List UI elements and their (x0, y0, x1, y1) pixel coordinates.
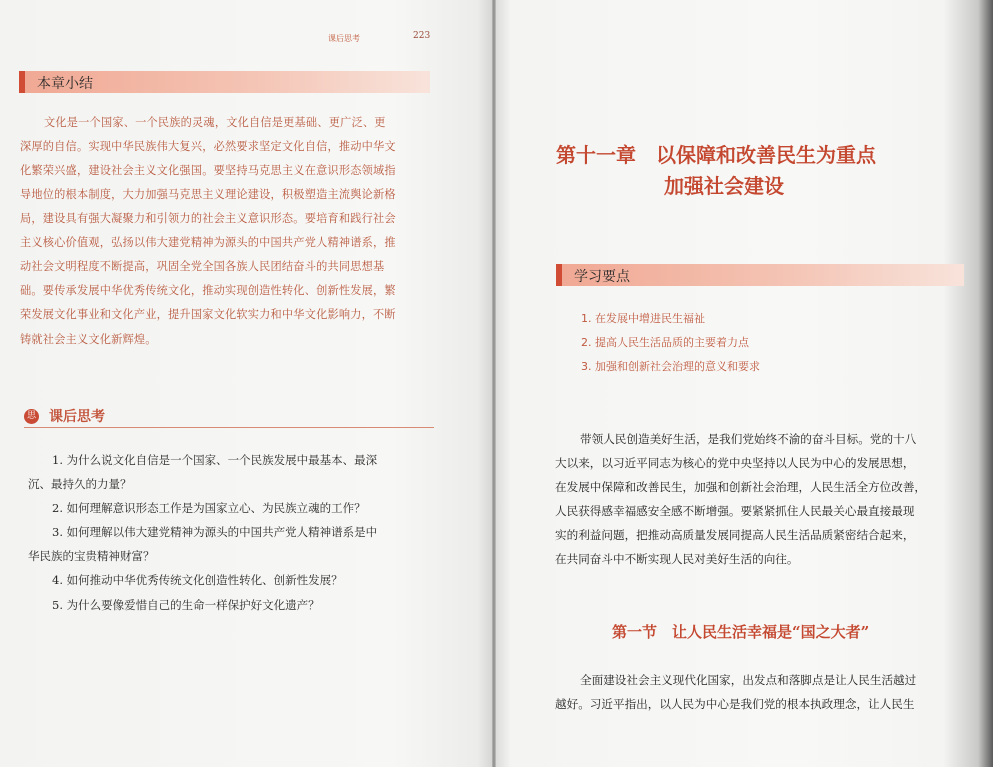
section-one-heading: 第一节 让人民生活幸福是“国之大者” (612, 623, 870, 641)
section-bar-marker (19, 71, 25, 93)
summary-line: 化繁荣兴盛，建设社会主义文化强国。要坚持马克思主义在意识形态领域指 (20, 164, 396, 177)
heading-rule (24, 427, 434, 428)
intro-line: 在共同奋斗中不断实现人民对美好生活的向往。 (555, 552, 799, 566)
after-class-thinking-heading: 课后思考 (49, 409, 105, 425)
summary-line: 础。要传承发展中华优秀传统文化，推动实现创造性转化、创新性发展，繁 (20, 284, 396, 297)
key-points-heading: 学习要点 (574, 269, 630, 285)
page-number: 223 (413, 31, 431, 41)
question-line: 1. 为什么说文化自信是一个国家、一个民族发展中最基本、最深 (52, 453, 378, 467)
question-line: 4. 如何推动中华优秀传统文化创造性转化、创新性发展？ (52, 573, 343, 587)
summary-line: 局，建设具有强大凝聚力和引领力的社会主义意识形态。要培育和践行社会 (20, 212, 396, 225)
question-line: 3. 如何理解以伟大建党精神为源头的中国共产党人精神谱系是中 (52, 525, 378, 539)
key-point-item: 2. 提高人民生活品质的主要着力点 (581, 336, 749, 349)
summary-line: 导地位的根本制度，大力加强马克思主义理论建设，积极塑造主流舆论新格 (20, 188, 396, 201)
summary-line: 主义核心价值观，弘扬以伟大建党精神为源头的中国共产党人精神谱系，推 (20, 236, 396, 249)
question-line: 2. 如何理解意识形态工作是为国家立心、为民族立魂的工作？ (52, 501, 366, 515)
section-line: 越好。习近平指出，以人民为中心是我们党的根本执政理念，让人民生 (555, 697, 915, 711)
key-points-bar (556, 264, 964, 286)
chapter-title-line2: 加强社会建设 (664, 174, 784, 198)
key-point-item: 1. 在发展中增进民生福祉 (581, 312, 705, 325)
section-bar-marker (556, 264, 562, 286)
right-page (496, 0, 993, 767)
chapter-summary-heading: 本章小结 (37, 76, 93, 92)
running-header-title: 课后思考 (328, 34, 360, 43)
summary-line: 动社会文明程度不断提高，巩固全党全国各族人民团结奋斗的共同思想基 (20, 260, 385, 273)
intro-line: 实的利益问题，把推动高质量发展同提高人民生活品质紧密结合起来， (555, 528, 915, 542)
chapter-summary-bar (19, 71, 430, 93)
summary-line: 铸就社会主义文化新辉煌。 (20, 333, 157, 346)
question-line: 5. 为什么要像爱惜自己的生命一样保护好文化遗产？ (52, 598, 320, 612)
question-line: 沉、最持久的力量？ (28, 477, 132, 491)
summary-line: 深厚的自信。实现中华民族伟大复兴，必然要求坚定文化自信，推动中华文 (20, 140, 396, 153)
intro-line: 在发展中保障和改善民生，加强和创新社会治理，人民生活全方位改善， (555, 480, 927, 494)
summary-line: 荣发展文化事业和文化产业，提升国家文化软实力和中华文化影响力，不断 (20, 308, 396, 321)
thinking-icon: 思 (24, 409, 39, 424)
question-line: 华民族的宝贵精神财富？ (28, 549, 155, 563)
intro-line: 大以来，以习近平同志为核心的党中央坚持以人民为中心的发展思想， (555, 456, 915, 470)
section-line: 全面建设社会主义现代化国家，出发点和落脚点是让人民生活越过 (580, 673, 917, 687)
intro-line: 带领人民创造美好生活，是我们党始终不渝的奋斗目标。党的十八 (580, 432, 917, 446)
summary-line: 文化是一个国家、一个民族的灵魂，文化自信是更基础、更广泛、更 (44, 116, 386, 129)
chapter-title-line1: 第十一章 以保障和改善民生为重点 (556, 143, 876, 167)
key-point-item: 3. 加强和创新社会治理的意义和要求 (581, 360, 760, 373)
left-page (0, 0, 492, 767)
intro-line: 人民获得感幸福感安全感不断增强。要紧紧抓住人民最关心最直接最现 (555, 504, 915, 518)
